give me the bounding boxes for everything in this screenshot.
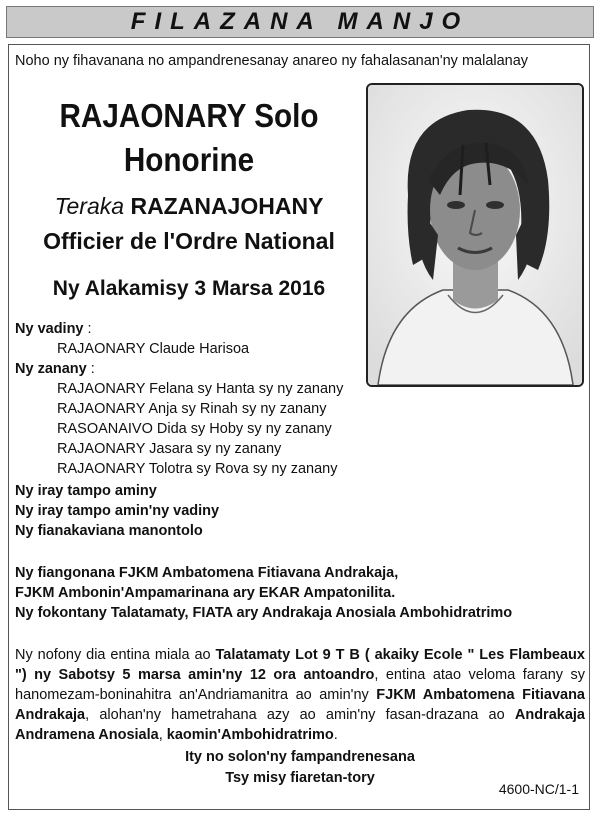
intro-line: Noho ny fihavanana no ampandrenesanay anareo ny fahalasanan'ny malalanay: [15, 53, 529, 69]
birth-name: [19, 193, 359, 220]
para-church: FJKM Ambatomena Fitiavana Andrakaja: [15, 687, 585, 723]
child-item: RAJAONARY Felana sy Hanta sy ny zanany: [57, 381, 344, 397]
spouse-heading: [15, 321, 92, 337]
para-text: Ny nofony dia entina miala ao: [15, 647, 216, 663]
closing-line2: Tsy misy fiaretan-tory: [225, 770, 375, 786]
para-text: .: [333, 727, 338, 743]
para-text: , entina atao veloma farany sy hanomezam-boninahitra an'Andriamanitra ao amin'ny: [15, 667, 585, 703]
para-text: ,: [158, 727, 167, 743]
para-text: , alohan'ny hametrahana azy ao amin'ny fasan-drazana ao: [85, 707, 515, 723]
church-line: Ny fiangonana FJKM Ambatomena Fitiavana Andrakaja,: [15, 565, 399, 581]
teraka-name: RAZANAJOHANY: [130, 193, 324, 219]
family-line: Ny iray tampo aminy: [15, 483, 157, 499]
church-line: Ny fokontany Talatamaty, FIATA ary Andrakaja Anosiala Ambohidratrimo: [15, 605, 513, 621]
reference-code: 4600-NC/1-1: [498, 781, 579, 797]
children-heading: [15, 361, 95, 377]
child-item: RAJAONARY Tolotra sy Rova sy ny zanany: [57, 461, 338, 477]
children-label: Ny zanany: [15, 361, 87, 377]
spouse-separator: :: [83, 321, 92, 337]
spouse-label: Ny vadiny: [15, 321, 84, 337]
para-burial-place: Andrakaja Andramena Anosiala: [15, 707, 585, 743]
spouse-name: RAJAONARY Claude Harisoa: [57, 341, 250, 357]
closing-line1: Ity no solon'ny fampandrenesana: [185, 749, 415, 765]
church-line: FJKM Ambonin'Ampamarinana ary EKAR Ampatonilita.: [15, 585, 396, 601]
death-date: Ny Alakamisy 3 Marsa 2016: [52, 277, 326, 300]
children-separator: :: [86, 361, 95, 377]
banner-title: FILAZANA MANJO: [6, 6, 594, 38]
child-item: RASOANAIVO Dida sy Hoby sy ny zanany: [57, 421, 332, 437]
para-commune: kaomin'Ambohidratrimo: [166, 727, 334, 743]
family-line: Ny iray tampo amin'ny vadiny: [15, 503, 220, 519]
child-item: RAJAONARY Anja sy Rinah sy ny zanany: [57, 401, 327, 417]
deceased-name-line2: Honorine: [123, 141, 255, 178]
deceased-name-line1: RAJAONARY Solo: [59, 97, 319, 134]
teraka-label: Teraka: [54, 193, 125, 219]
para-location: Talatamaty Lot 9 T B ( akaiky Ecole " Les Flambeaux ") ny Sabotsy 5 marsa amin'ny 12 ora antoandro: [15, 647, 585, 683]
family-line: Ny fianakaviana manontolo: [15, 523, 203, 539]
portrait-photo-icon: [368, 85, 582, 385]
child-item: RAJAONARY Jasara sy ny zanany: [57, 441, 282, 457]
honor-title: Officier de l'Ordre National: [43, 228, 335, 254]
funeral-details: [15, 645, 585, 745]
notice-frame: [8, 44, 590, 810]
portrait-photo: [366, 83, 584, 387]
